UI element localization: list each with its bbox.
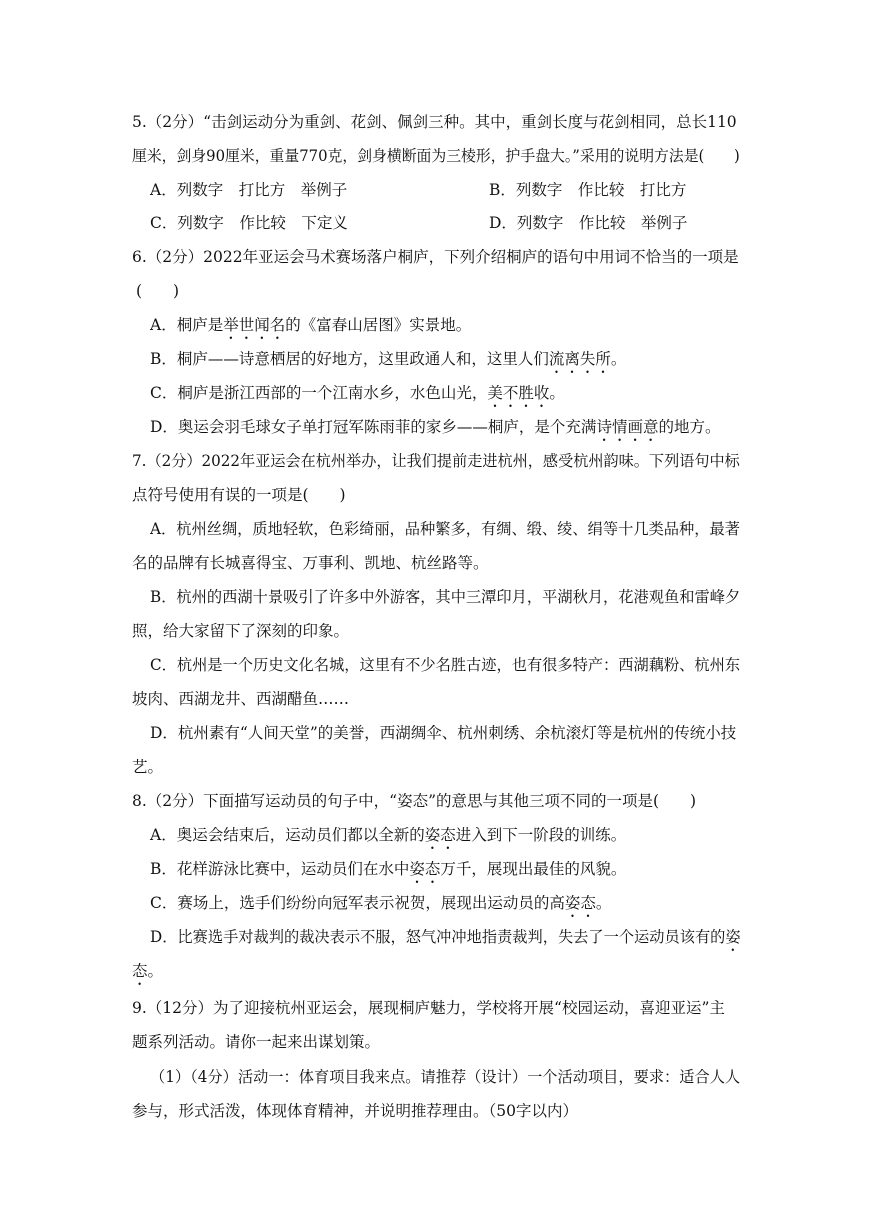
q5-option-d: D．列数字 作比较 举例子 [489,214,688,232]
q6-option-d: D．奥运会羽毛球女子单打冠军陈雨菲的家乡——桐庐，是个充满诗情画意的地方。 [150,418,721,436]
emphasized-word: 姿态 [564,894,596,912]
q6-option-b: B．桐庐——诗意栖居的好地方，这里政通人和，这里人们流离失所。 [150,350,627,368]
q7-option-a-line2: 名的品牌有长城喜得宝、万事利、凯地、杭丝路等。 [132,554,489,572]
q6-stem-line2: ( ) [136,282,180,300]
q7-option-d-line1: D．杭州素有“人间天堂”的美誉，西湖绸伞、杭州刺绣、余杭滚灯等是杭州的传统小技 [150,724,737,742]
q9-sub1-line1: （1）（4分）活动一：体育项目我来点。请推荐（设计）一个活动项目，要求：适合人人 [150,1068,741,1086]
q5-stem-line2: 厘米，剑身90厘米，重量770克，剑身横断面为三棱形，护手盘大。”采用的说明方法是( ) [132,147,740,165]
emphasized-word: 态 [132,962,148,980]
emphasized-word: 流离失所 [548,350,611,368]
q5-stem-line1: 5.（2分）“击剑运动分为重剑、花剑、佩剑三种。其中，重剑长度与花剑相同，总长110 [132,113,737,131]
q9-stem-line1: 9.（12分）为了迎接杭州亚运会，展现桐庐魅力，学校将开展“校园运动，喜迎亚运”主 [132,999,725,1017]
q7-option-d-line2: 艺。 [132,758,164,776]
q8-option-b: B．花样游泳比赛中，运动员们在水中姿态万千，展现出最佳的风貌。 [150,860,627,878]
emphasized-word: 美不胜收 [487,384,550,402]
q8-option-d-line2: 态。 [132,962,164,980]
q8-option-a: A．奥运会结束后，运动员们都以全新的姿态进入到下一阶段的训练。 [150,826,627,844]
q7-option-c-line1: C．杭州是一个历史文化名城，这里有不少名胜古迹，也有很多特产：西湖藕粉、杭州东 [150,656,741,674]
q9-sub1-line2: 参与，形式活泼，体现体育精神，并说明推荐理由。（50字以内） [132,1102,578,1120]
emphasized-word: 诗情画意 [596,418,659,436]
q6-stem-line1: 6.（2分）2022年亚运会马术赛场落户桐庐，下列介绍桐庐的语句中用词不恰当的一项是 [132,248,739,266]
q8-option-d-line1: D．比赛选手对裁判的裁决表示不服，怒气冲冲地指责裁判，失去了一个运动员该有的姿 [150,928,741,946]
q9-stem-line2: 题系列活动。请你一起来出谋划策。 [132,1033,381,1051]
q8-stem: 8.（2分）下面描写运动员的句子中，“姿态”的意思与其他三项不同的一项是( ) [132,792,697,810]
emphasized-word: 姿 [725,928,741,946]
emphasized-word: 姿态 [424,826,456,844]
q7-stem-line2: 点符号使用有误的一项是( ) [132,486,346,504]
q6-option-c: C．桐庐是浙江西部的一个江南水乡，水色山光，美不胜收。 [150,384,565,402]
q7-option-b-line2: 照，给大家留下了深刻的印象。 [132,622,350,640]
q5-option-a: A．列数字 打比方 举例子 [150,181,348,199]
q7-option-b-line1: B．杭州的西湖十景吸引了许多中外游客，其中三潭印月，平湖秋月，花港观鱼和雷峰夕 [150,588,741,606]
q6-option-a: A．桐庐是举世闻名的《富春山居图》实景地。 [150,316,472,334]
emphasized-word: 姿态 [409,860,441,878]
q7-stem-line1: 7.（2分）2022年亚运会在杭州举办，让我们提前走进杭州，感受杭州韵味。下列语句中标 [132,452,740,470]
q7-option-a-line1: A．杭州丝绸，质地轻软，色彩绮丽，品种繁多，有绸、缎、绫、绢等十几类品种，最著 [150,520,740,538]
q5-option-c: C．列数字 作比较 下定义 [150,214,348,232]
q7-option-c-line2: 坡肉、西湖龙井、西湖醋鱼…… [132,690,350,708]
q8-option-c: C．赛场上，选手们纷纷向冠军表示祝贺，展现出运动员的高姿态。 [150,894,612,912]
emphasized-word: 举世闻名 [223,316,286,334]
q5-option-b: B．列数字 作比较 打比方 [489,181,687,199]
